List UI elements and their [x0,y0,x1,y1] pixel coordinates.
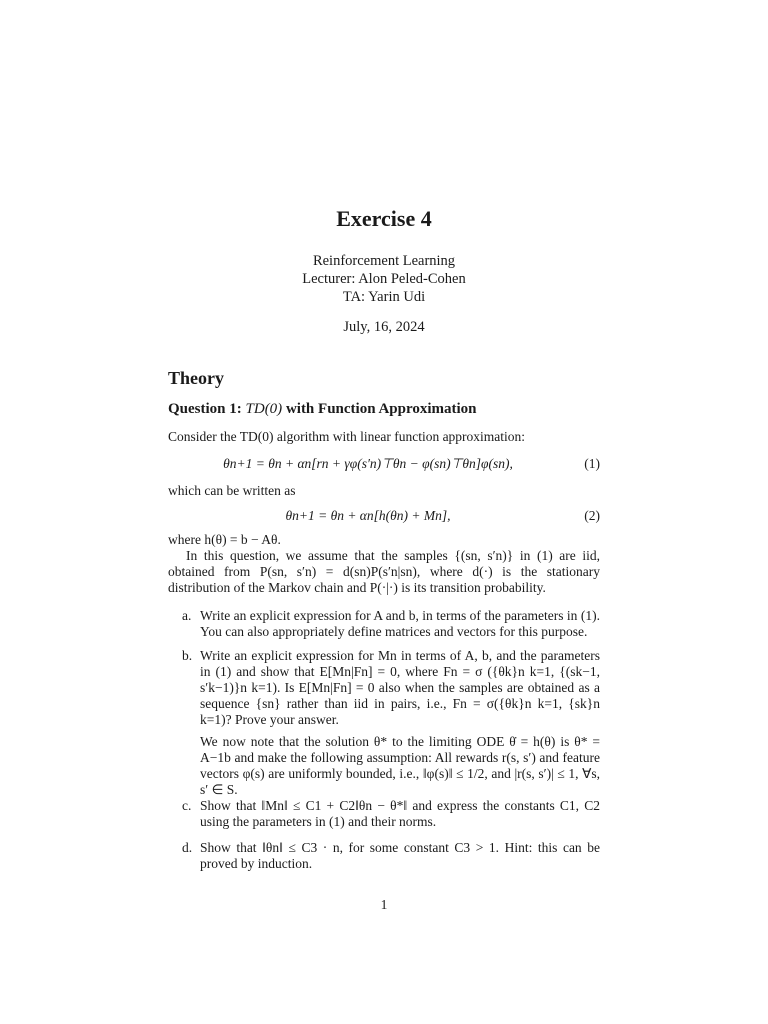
page-number: 1 [380,897,388,912]
section-title: Theory [168,368,224,388]
document-date: July, 16, 2024 [343,319,425,335]
list-item-label: a. [182,608,192,623]
question-title-rest: with Function Approximation [282,401,477,417]
equation-2 [168,507,600,525]
list-item-label: c. [182,798,192,813]
teaching-assistant: TA: Yarin Udi [342,289,426,305]
lecturer: Lecturer: Alon Peled-Cohen [302,271,466,287]
list-item [182,648,600,798]
document-title: Exercise 4 [336,206,432,231]
assumption-paragraph: In this question, we assume that the samples {(sn, s′n)} in (1) are iid, obtained from P(sn, s′n) = d(sn)P(s′n|sn), where d(·) is the stationary distribution of the Markov chain and P(·|·) is its transition probability. [168,548,600,595]
list-item-note: We now note that the solution θ* to the limiting ODE θ̇ = h(θ) is θ* = A−1b and make the following assumption: All rewards r(s, s′) and feature vectors φ(s) are uniformly bounded, i.e., ‖φ(s)‖ ≤ 1/2, and |r(s, s′)| ≤ 1, ∀s, s′ ∈ S. [200,734,600,797]
list-item-text: Show that ‖θn‖ ≤ C3 · n, for some constant C3 > 1. Hint: this can be proved by induction. [200,840,600,871]
list-item-text: Show that ‖Mn‖ ≤ C1 + C2‖θn − θ*‖ and express the constants C1, C2 using the parameters in (1) and their norms. [200,798,600,829]
list-item [182,798,600,830]
list-item [182,608,600,640]
list-item-label: b. [182,648,193,663]
list-item-label: d. [182,840,193,855]
bridge-text: which can be written as [168,483,296,498]
where-text: where h(θ) = b − Aθ. [168,532,281,547]
course-name: Reinforcement Learning [312,253,456,269]
equation-2-body: θn+1 = θn + αn[h(θn) + Mn], [285,508,451,523]
question-td-symbol: TD(0) [245,401,283,417]
question-heading [168,401,477,418]
equation-1-body: θn+1 = θn + αn[rn + γφ(s′n)⊤θn − φ(sn)⊤θn]φ(sn), [223,456,513,471]
list-item-text: Write an explicit expression for A and b, in terms of the parameters in (1). You can also appropriately define matrices and vectors for this purpose. [200,608,600,639]
list-item [182,840,600,872]
question-intro: Consider the TD(0) algorithm with linear function approximation: [168,429,526,444]
question-label: Question 1: [168,401,246,417]
list-item-text: Write an explicit expression for Mn in terms of A, b, and the parameters in (1) and show that E[Mn|Fn] = 0, where Fn = σ ({θk}n k=1, {(sk−1, s′k−1)}n k=1). Is E[Mn|Fn] = 0 also when the samples are obtained as a sequence {sn} rather than iid in pairs, i.e., Fn = σ({θk}n k=1, {sk}n k=1)? Prove your answer. [200,648,600,727]
equation-1 [168,455,600,473]
equation-2-number: (2) [584,508,600,523]
equation-1-number: (1) [584,456,600,471]
